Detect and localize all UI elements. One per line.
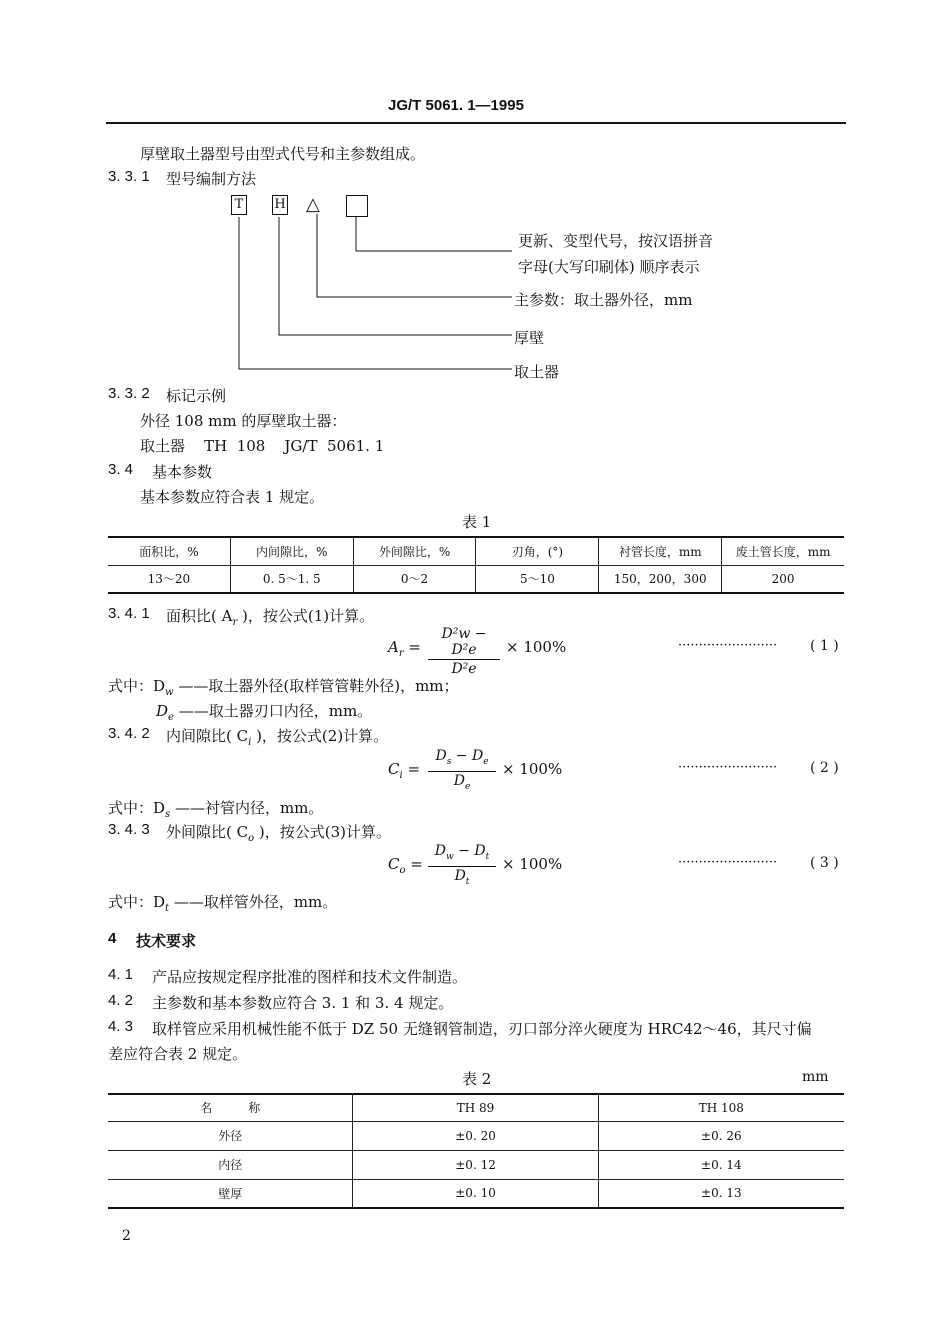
section-3-3-2-title: 标记示例	[166, 387, 227, 405]
formula-3-lhs: $C_o$ =	[388, 855, 423, 876]
formula-1-tail: × 100%	[506, 638, 567, 656]
table-1-cell: 200	[722, 565, 844, 593]
table-2-cell: ±0. 20	[353, 1121, 598, 1150]
table-1-cell: 13～20	[108, 565, 230, 593]
label-update-line2: 字母(大写印刷体) 顺序表示	[518, 258, 700, 276]
example-line-1: 外径 108 mm 的厚壁取土器：	[140, 412, 347, 430]
standard-code: JG/T 5061. 1—1995	[388, 97, 524, 114]
triangle-icon: △	[306, 194, 320, 215]
table-2-header: TH 89	[353, 1094, 598, 1121]
formula-3-leader: ························	[678, 855, 778, 870]
section-3-4-title: 基本参数	[152, 463, 213, 481]
table-2-header: 名 称	[108, 1094, 353, 1121]
section-4-1-number: 4. 1	[108, 966, 134, 983]
formula-3-fraction: $D_w - D_t$ $D_t$	[428, 843, 496, 890]
formula-3-number: ( 3 )	[810, 855, 839, 871]
formula-3-where: 式中：$D_t$ ——取样管外径，mm。	[108, 893, 338, 914]
formula-2-leader: ························	[678, 760, 778, 775]
table-2-header: TH 108	[598, 1094, 844, 1121]
section-3-4-1-text: 面积比( $A_r$ )，按公式(1)计算。	[166, 607, 375, 628]
section-3-4-text: 基本参数应符合表 1 规定。	[140, 488, 325, 506]
model-leader-lines	[0, 0, 950, 400]
section-3-3-2-number: 3. 3. 2	[108, 385, 150, 402]
section-4-1-text: 产品应按规定程序批准的图样和技术文件制造。	[152, 968, 468, 986]
label-update-line1: 更新、变型代号，按汉语拼音	[518, 232, 714, 250]
example-line-2: 取土器 TH 108 JG/T 5061. 1	[140, 437, 385, 455]
section-3-4-2-number: 3. 4. 2	[108, 725, 150, 742]
model-box-h: H	[272, 195, 288, 215]
formula-2-where: 式中：$D_s$ ——衬管内径，mm。	[108, 799, 324, 820]
formula-1-fraction: D²w − D²e D²e	[428, 626, 500, 677]
table-2-cell: ±0. 12	[353, 1150, 598, 1179]
table-2-cell: ±0. 13	[598, 1179, 844, 1208]
formula-1-leader: ························	[678, 638, 778, 653]
formula-2-number: ( 2 )	[810, 760, 839, 776]
table-1-cell: 150，200，300	[599, 565, 722, 593]
label-main-param: 主参数：取土器外径，mm	[514, 291, 693, 309]
formula-1-where-1: 式中：$D_w$ ——取土器外径(取样管管鞋外径)，mm；	[108, 677, 459, 698]
formula-1-where-2: $D_e$ ——取土器刃口内径，mm。	[156, 702, 373, 723]
intro-text: 厚壁取土器型号由型式代号和主参数组成。	[140, 145, 426, 163]
table-2-caption: 表 2	[462, 1070, 492, 1088]
formula-3-tail: × 100%	[502, 855, 563, 873]
section-4-2-text: 主参数和基本参数应符合 3. 1 和 3. 4 规定。	[152, 994, 454, 1012]
table-2-cell: ±0. 10	[353, 1179, 598, 1208]
section-4-2-number: 4. 2	[108, 992, 134, 1009]
label-thick-wall: 厚壁	[514, 329, 545, 347]
table-1-header: 内间隙比，%	[230, 537, 353, 565]
page-number: 2	[122, 1228, 131, 1244]
section-3-4-3-text: 外间隙比( $C_o$ )，按公式(3)计算。	[166, 823, 392, 844]
section-3-3-1-title: 型号编制方法	[166, 170, 257, 188]
formula-1-number: ( 1 )	[810, 638, 839, 654]
section-4-title: 技术要求	[136, 932, 197, 950]
table-1-header: 衬管长度，mm	[599, 537, 722, 565]
table-1-cell: 5～10	[476, 565, 599, 593]
model-box-t: T	[231, 195, 247, 215]
table-1-caption: 表 1	[462, 513, 492, 531]
formula-2-fraction: $D_s - D_e$ $D_e$	[428, 748, 496, 795]
table-1-cell: 0～2	[353, 565, 476, 593]
table-1-cell: 0. 5～1. 5	[230, 565, 353, 593]
label-sampler: 取土器	[514, 363, 560, 381]
table-2-cell: 外径	[108, 1121, 353, 1150]
table-2-cell: 壁厚	[108, 1179, 353, 1208]
table-1-header: 面积比，%	[108, 537, 230, 565]
table-1-header: 刃角，(°)	[476, 537, 599, 565]
table-2-cell: ±0. 14	[598, 1150, 844, 1179]
section-3-4-1-number: 3. 4. 1	[108, 605, 150, 622]
formula-1-lhs: $A_r$ =	[388, 638, 421, 659]
section-4-3-text: 取样管应采用机械性能不低于 DZ 50 无缝钢管制造，刃口部分淬火硬度为 HRC42～46，其尺寸偏	[152, 1020, 812, 1038]
section-3-4-2-text: 内间隙比( $C_i$ )，按公式(2)计算。	[166, 727, 389, 748]
table-2-cell: ±0. 26	[598, 1121, 844, 1150]
section-3-4-number: 3. 4	[108, 461, 134, 478]
table-2-cell: 内径	[108, 1150, 353, 1179]
formula-2-lhs: $C_i$ =	[388, 760, 421, 781]
formula-2-tail: × 100%	[502, 760, 563, 778]
section-4-3-text-cont: 差应符合表 2 规定。	[108, 1045, 248, 1063]
table-1-header: 外间隙比，%	[353, 537, 476, 565]
table-1-header: 废土管长度，mm	[722, 537, 844, 565]
table-2	[108, 1093, 844, 1209]
section-3-3-1-number: 3. 3. 1	[108, 168, 150, 185]
section-4-number: 4	[108, 930, 117, 947]
table-1	[108, 536, 844, 594]
section-4-3-number: 4. 3	[108, 1018, 134, 1035]
table-2-unit: mm	[802, 1069, 829, 1085]
section-3-4-3-number: 3. 4. 3	[108, 821, 150, 838]
